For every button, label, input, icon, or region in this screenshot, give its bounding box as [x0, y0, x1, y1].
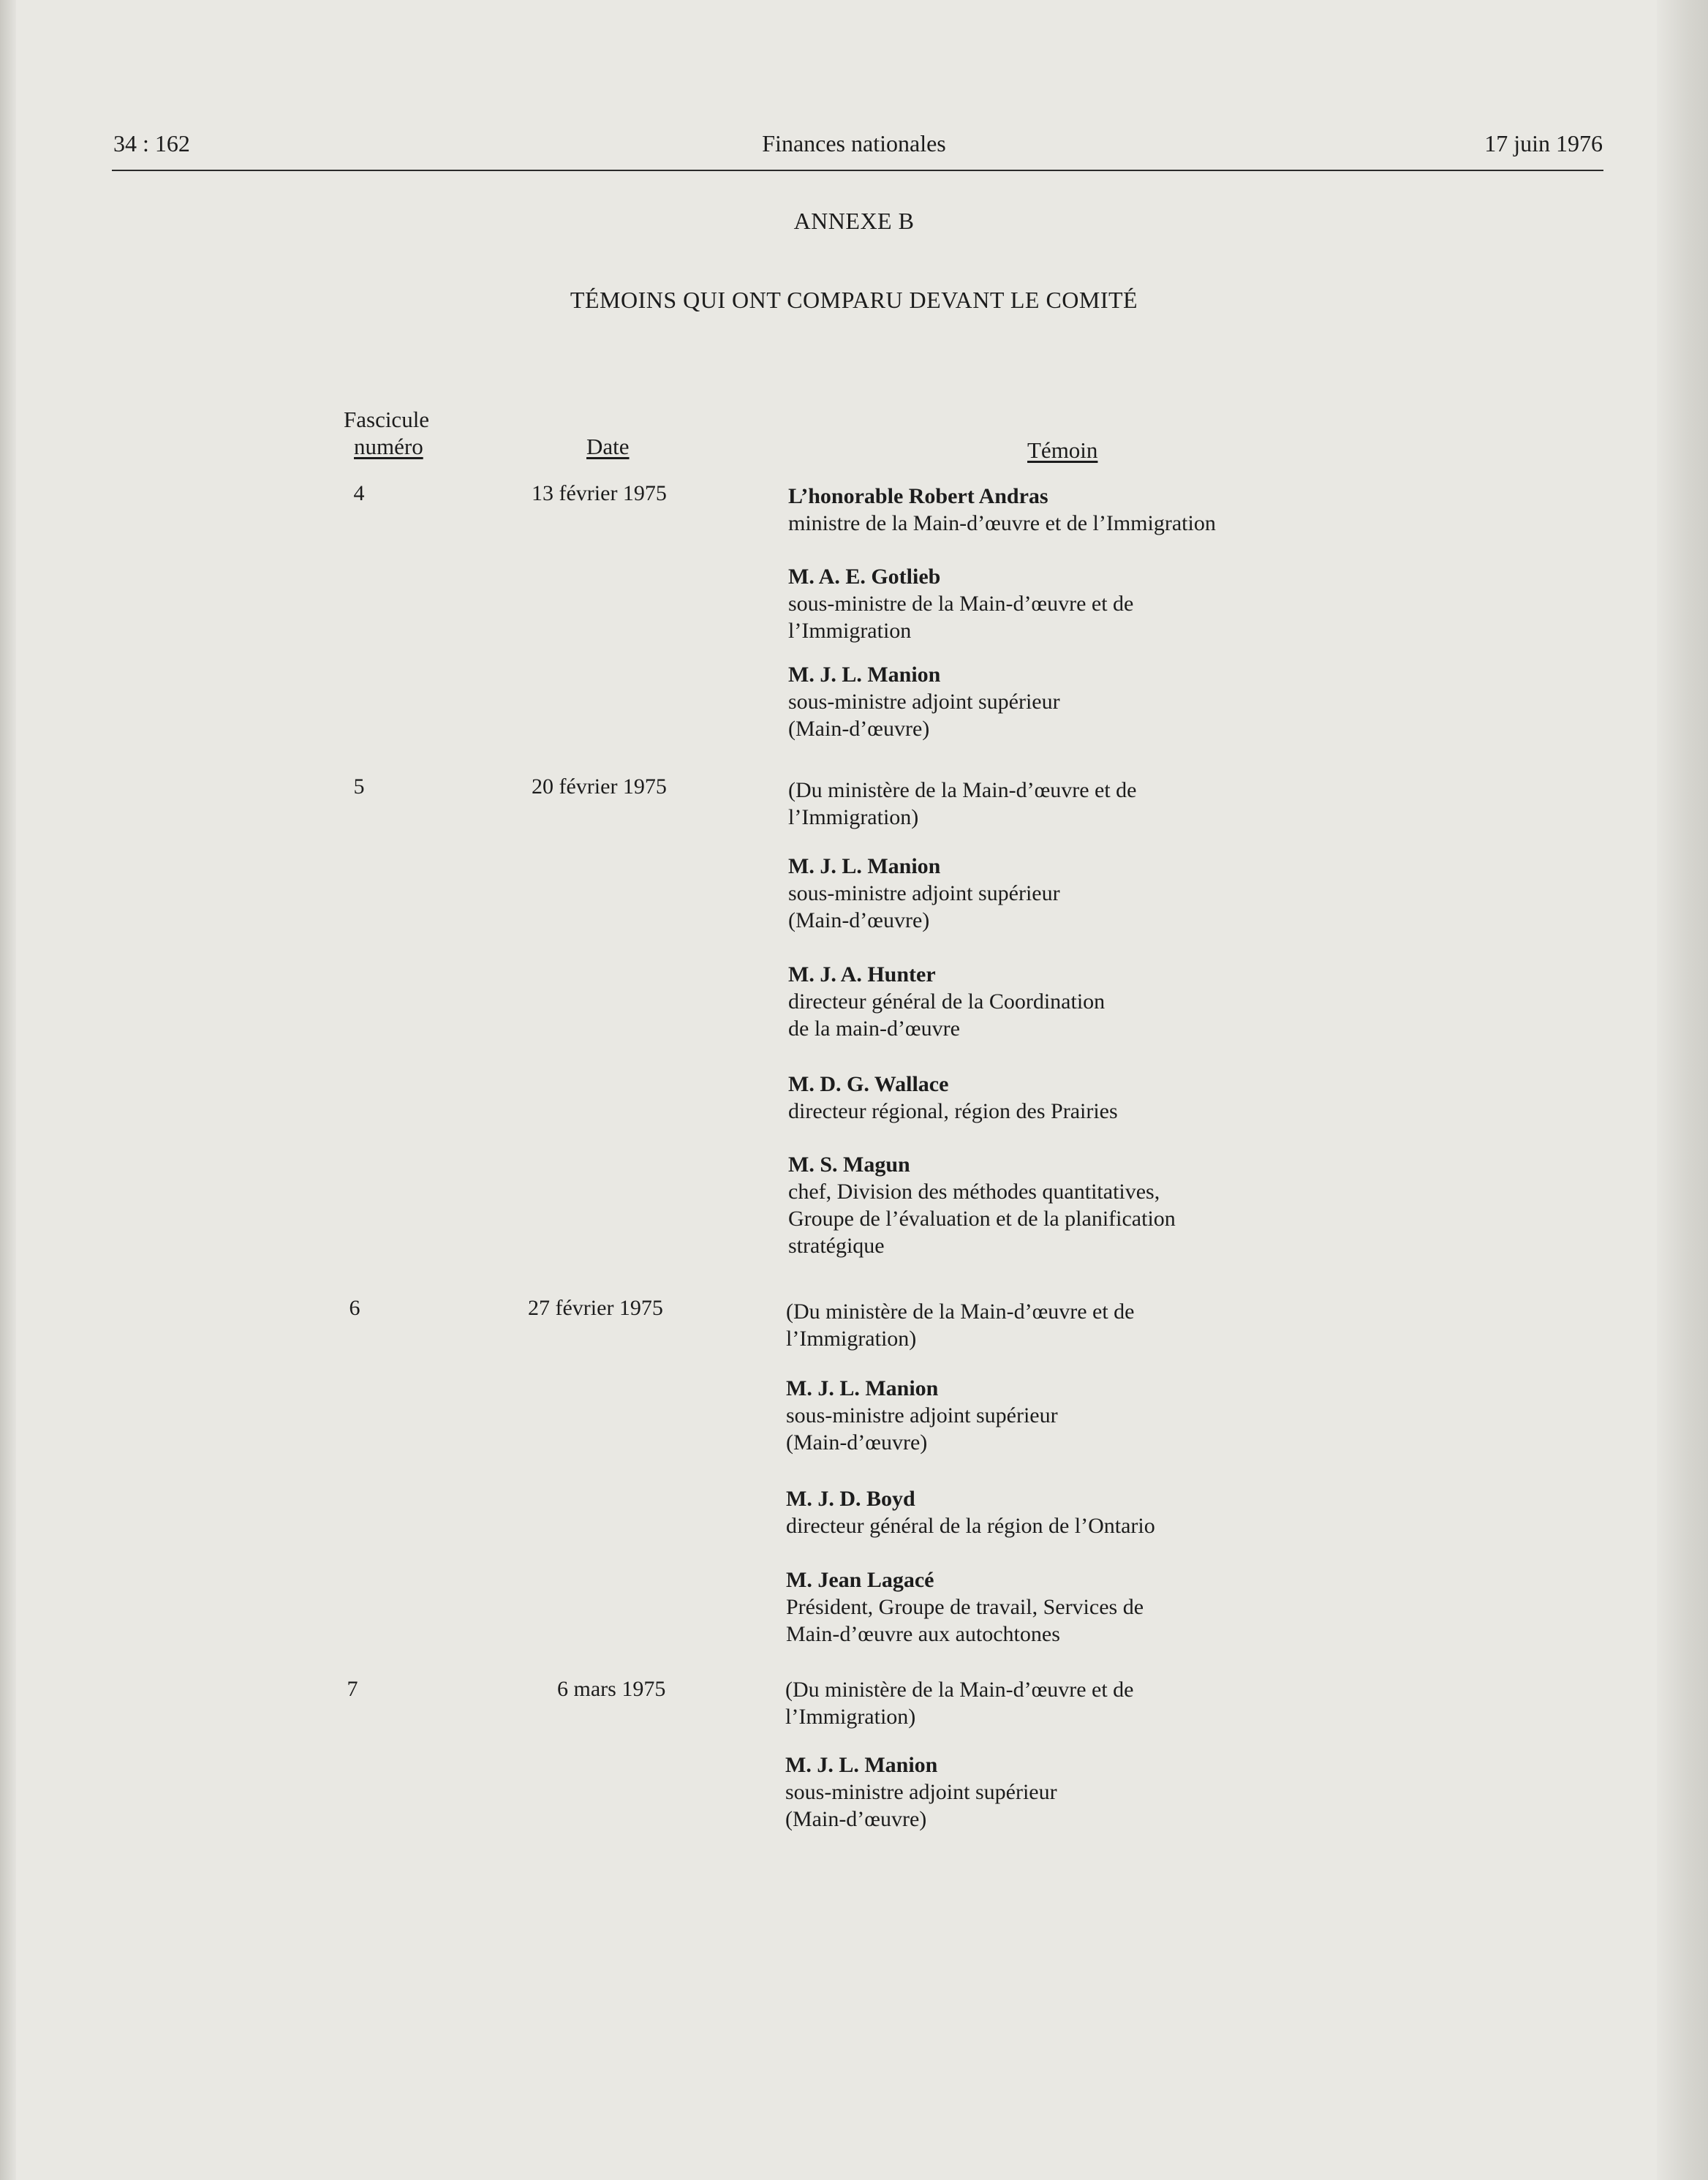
page-gutter-shadow: [1657, 0, 1708, 2180]
witness-name: M. J. L. Manion: [788, 663, 941, 687]
witness-title-line: l’Immigration): [785, 1705, 916, 1729]
witness-title-line: (Main-d’œuvre): [785, 1807, 927, 1831]
witness-title-line: (Main-d’œuvre): [788, 717, 930, 741]
witness-entry: [788, 483, 1359, 537]
witness-title-line: sous-ministre adjoint supérieur: [785, 1780, 1057, 1804]
witness-entry: [786, 1485, 1356, 1539]
column-temoin: Témoin: [1027, 437, 1098, 463]
witness-name: M. Jean Lagacé: [786, 1568, 934, 1592]
witness-entry: [786, 1375, 1356, 1456]
row-date: 6 mars 1975: [557, 1677, 666, 1701]
column-fascicule-numero: numéro: [354, 434, 423, 459]
row-date: 20 février 1975: [532, 774, 667, 799]
witness-entry: [786, 1566, 1356, 1648]
witness-title-line: chef, Division des méthodes quantitatives,: [788, 1180, 1160, 1204]
witness-title-line: l’Immigration): [788, 805, 919, 829]
witness-title-line: sous-ministre adjoint supérieur: [788, 881, 1060, 905]
page-edge-shadow: [0, 0, 16, 2180]
annex-title: ANNEXE B: [793, 208, 915, 234]
publication-title: Finances nationales: [762, 130, 946, 156]
witness-title-line: (Du ministère de la Main-d’œuvre et de: [785, 1678, 1134, 1702]
witness-entry: [788, 1071, 1359, 1125]
witness-entry: [785, 1751, 1356, 1833]
witness-title-line: directeur général de la Coordination: [788, 989, 1106, 1014]
witness-title-line: sous-ministre adjoint supérieur: [788, 690, 1060, 714]
witness-department-note: [786, 1298, 1356, 1352]
witness-title-line: stratégique: [788, 1234, 885, 1258]
witness-title-line: de la main-d’œuvre: [788, 1017, 960, 1041]
witness-entry: [788, 1151, 1359, 1259]
witness-title-line: Main-d’œuvre aux autochtones: [786, 1622, 1060, 1646]
witness-title-line: (Du ministère de la Main-d’œuvre et de: [788, 778, 1137, 802]
witness-department-note: [785, 1676, 1356, 1730]
witness-title-line: sous-ministre adjoint supérieur: [786, 1403, 1058, 1427]
witness-title-line: directeur régional, région des Prairies: [788, 1099, 1118, 1123]
row-date: 27 février 1975: [528, 1296, 663, 1320]
row-date: 13 février 1975: [532, 481, 667, 505]
witness-entry: [788, 853, 1359, 934]
witness-name: M. J. D. Boyd: [786, 1487, 915, 1511]
witness-title-line: l’Immigration: [788, 619, 912, 643]
witness-entry: [788, 961, 1359, 1042]
column-fascicule-label: Fascicule: [344, 407, 430, 432]
witness-name: M. A. E. Gotlieb: [788, 565, 941, 589]
witness-entry: [788, 661, 1359, 742]
row-fascicule: 4: [353, 481, 365, 505]
witness-entry: [788, 563, 1359, 644]
witness-title-line: directeur général de la région de l’Ontario: [786, 1514, 1155, 1538]
witness-name: M. J. A. Hunter: [788, 962, 936, 987]
witness-title-line: (Du ministère de la Main-d’œuvre et de: [786, 1300, 1135, 1324]
witness-name: M. J. L. Manion: [785, 1753, 938, 1777]
row-fascicule: 7: [347, 1677, 358, 1701]
witness-title-line: (Main-d’œuvre): [788, 908, 930, 932]
witness-name: M. S. Magun: [788, 1153, 910, 1177]
witness-name: L’honorable Robert Andras: [788, 484, 1048, 508]
row-fascicule: 6: [349, 1296, 360, 1320]
witness-title-line: l’Immigration): [786, 1327, 917, 1351]
witness-title-line: (Main-d’œuvre): [786, 1430, 928, 1455]
witness-name: M. J. L. Manion: [786, 1376, 939, 1400]
header-date: 17 juin 1976: [1484, 130, 1603, 156]
page-reference: 34 : 162: [113, 130, 190, 156]
witness-name: M. D. G. Wallace: [788, 1072, 949, 1096]
witness-title-line: Groupe de l’évaluation et de la planification: [788, 1207, 1176, 1231]
column-date: Date: [586, 434, 630, 459]
witness-title-line: Président, Groupe de travail, Services de: [786, 1595, 1144, 1619]
witness-title-line: sous-ministre de la Main-d’œuvre et de: [788, 592, 1134, 616]
witness-name: M. J. L. Manion: [788, 854, 941, 878]
witness-department-note: [788, 777, 1359, 831]
witness-title-line: ministre de la Main-d’œuvre et de l’Immigration: [788, 511, 1216, 535]
section-title: TÉMOINS QUI ONT COMPARU DEVANT LE COMITÉ: [570, 287, 1138, 313]
header-rule: [112, 170, 1603, 171]
row-fascicule: 5: [353, 774, 365, 799]
